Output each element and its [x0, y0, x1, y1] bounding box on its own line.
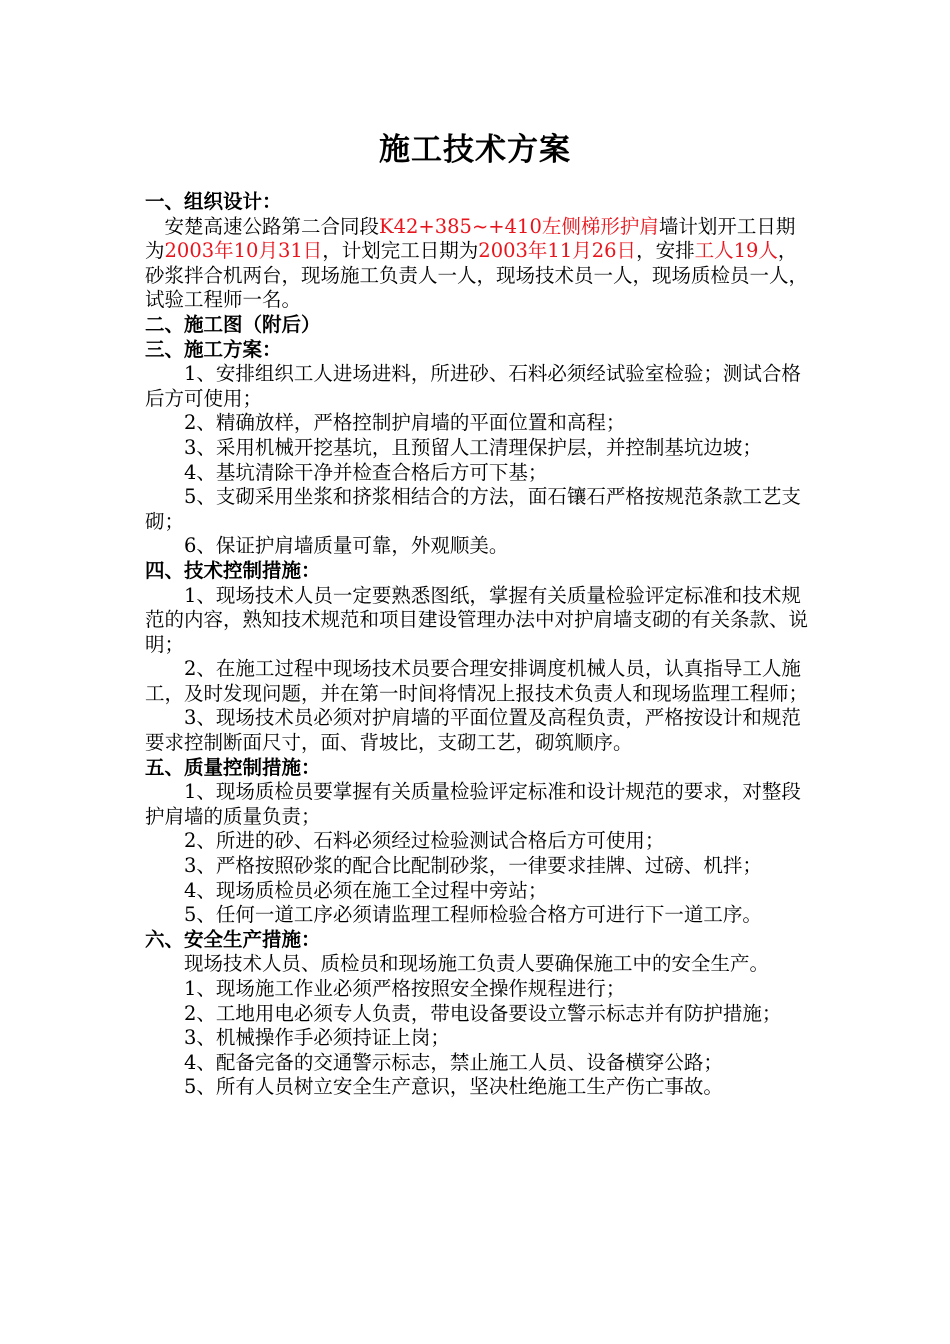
org-highlight-end-date: 2003年11月26日	[478, 239, 637, 263]
technical-item: 1、现场技术人员一定要熟悉图纸，掌握有关质量检验评定标准和技术规范的内容，熟知技术规范和项目建设管理办法中对护肩墙支砌的有关条款、说明；	[145, 583, 809, 656]
plan-item: 2、精确放样，严格控制护肩墙的平面位置和高程；	[184, 411, 626, 435]
quality-item: 2、所进的砂、石料必须经过检验测试合格后方可使用；	[184, 829, 665, 853]
plan-item: 4、基坑清除干净并检查合格后方可下基；	[184, 460, 548, 484]
safety-intro: 现场技术人员、质检员和现场施工负责人要确保施工中的安全生产。	[184, 952, 770, 976]
quality-item: 3、严格按照砂浆的配合比配制砂浆，一律要求挂牌、过磅、机拌；	[184, 854, 762, 878]
technical-item: 3、现场技术员必须对护肩墙的平面位置及高程负责，严格按设计和规范要求控制断面尺寸，面、背坡比，支砌工艺，砌筑顺序。	[145, 706, 801, 755]
section-heading-drawings: 二、施工图（附后）	[145, 312, 321, 336]
org-highlight-start-date: 2003年10月31日	[164, 239, 323, 263]
document-title: 施工技术方案	[379, 132, 571, 168]
org-highlight-workers: 工人19人	[694, 239, 778, 263]
safety-item: 3、机械操作手必须持证上岗；	[184, 1026, 450, 1050]
document-body	[145, 190, 810, 1100]
quality-item: 4、现场质检员必须在施工全过程中旁站；	[184, 878, 548, 902]
plan-item: 5、支砌采用坐浆和挤浆相结合的方法，面石镶石严格按规范条款工艺支砌；	[145, 485, 801, 533]
section-heading-organization: 一、组织设计：	[145, 190, 282, 213]
org-text-3: ，计划完工日期为	[322, 239, 479, 263]
org-highlight-station: K42+385~+410左侧梯形护肩	[379, 214, 659, 238]
plan-item: 3、采用机械开挖基坑，且预留人工清理保护层，并控制基坑边坡；	[184, 435, 762, 459]
safety-item: 4、配备完备的交通警示标志，禁止施工人员、设备横穿公路；	[184, 1050, 723, 1074]
org-text-1: 安楚高速公路第二合同段	[164, 214, 380, 238]
section-heading-plan: 三、施工方案：	[145, 337, 282, 361]
section-heading-technical: 四、技术控制措施：	[145, 558, 321, 582]
technical-item: 2、在施工过程中现场技术员要合理安排调度机械人员，认真指导工人施工，及时发现问题，并在第一时间将情况上报技术负责人和现场监理工程师；	[145, 657, 809, 705]
org-text-4: ，安排	[636, 239, 695, 263]
section-heading-safety: 六、安全生产措施：	[145, 927, 321, 951]
plan-item: 1、安排组织工人进场进料，所进砂、石料必须经试验室检验；测试合格后方可使用；	[145, 362, 801, 410]
safety-item: 2、工地用电必须专人负责，带电设备要设立警示标志并有防护措施；	[184, 1001, 782, 1025]
plan-item: 6、保证护肩墙质量可靠，外观顺美。	[184, 534, 509, 558]
safety-item: 5、所有人员树立安全生产意识，坚决杜绝施工生产伤亡事故。	[184, 1075, 723, 1099]
section-heading-quality: 五、质量控制措施：	[145, 755, 321, 779]
organization-paragraph	[145, 215, 810, 313]
safety-item: 1、现场施工作业必须严格按照安全操作规程进行；	[184, 977, 626, 1000]
quality-item: 1、现场质检员要掌握有关质量检验评定标准和设计规范的要求，对整段护肩墙的质量负责；	[145, 780, 801, 828]
org-text-5: ，砂浆拌合机两台，现场施工负责人一人，现场技术员一人，现场质检员一人，试验工程师一名。	[145, 239, 809, 312]
org-text-2: 墙计划开工日期为	[145, 214, 796, 263]
quality-item: 5、任何一道工序必须请监理工程师检验合格方可进行下一道工序。	[184, 903, 762, 927]
